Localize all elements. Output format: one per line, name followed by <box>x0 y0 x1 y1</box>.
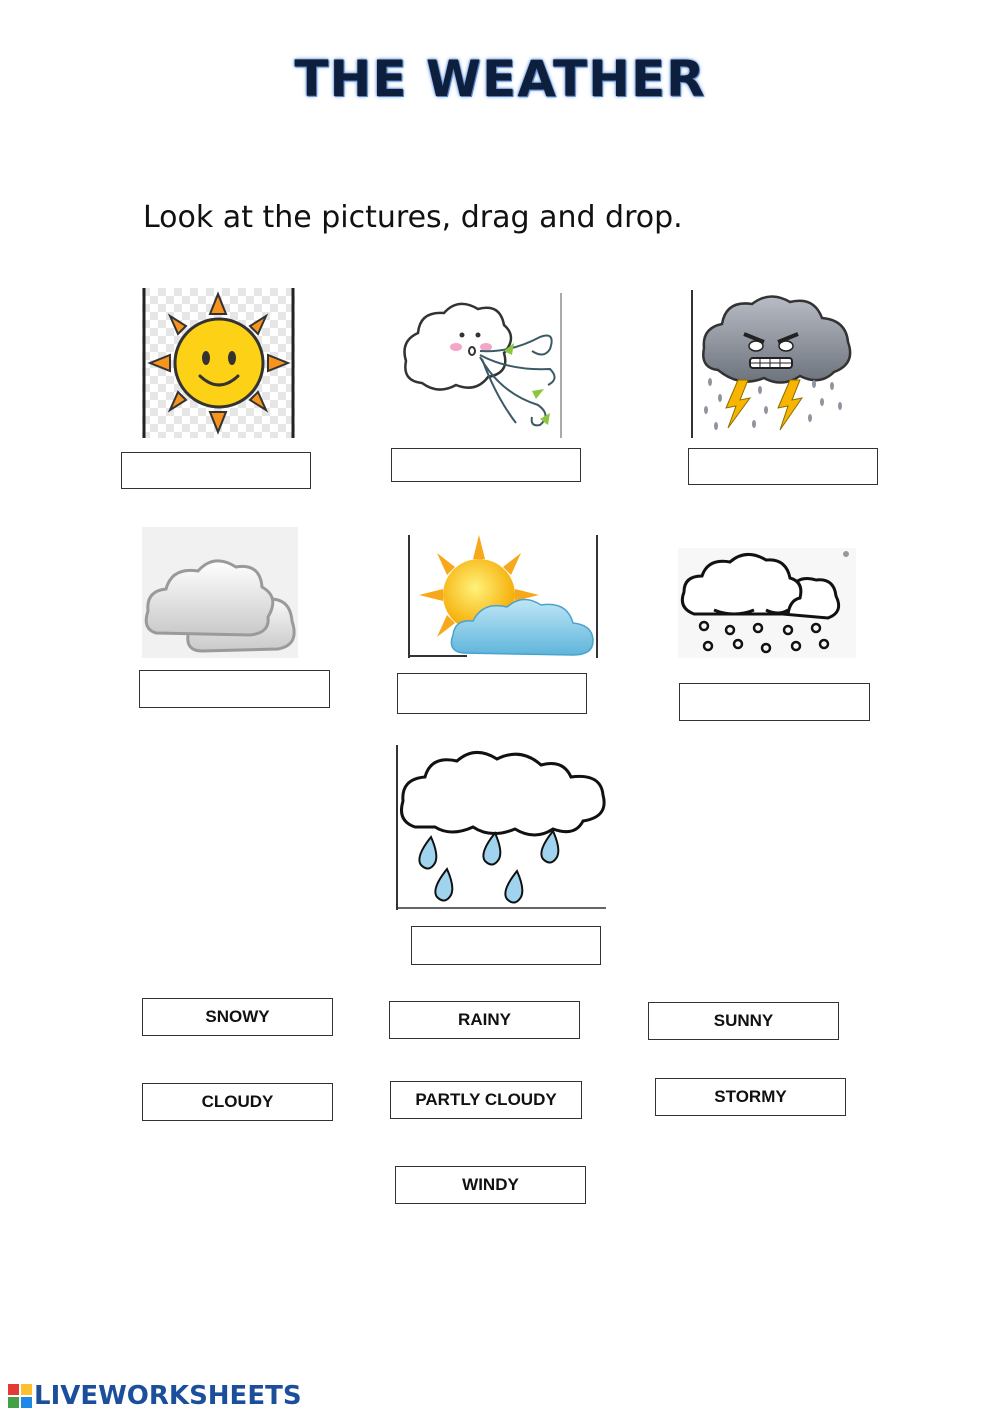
word-tile-stormy[interactable]: STORMY <box>655 1078 846 1116</box>
word-tile-sunny[interactable]: SUNNY <box>648 1002 839 1040</box>
word-tile-partly-cloudy[interactable]: PARTLY CLOUDY <box>390 1081 582 1119</box>
word-tile-cloudy[interactable]: CLOUDY <box>142 1083 333 1121</box>
partly-cloudy-icon <box>407 535 599 658</box>
drop-box-sunny[interactable] <box>121 452 311 489</box>
drop-box-windy[interactable] <box>391 448 581 482</box>
brand-text: LIVEWORKSHEETS <box>34 1381 302 1411</box>
drop-box-rainy[interactable] <box>411 926 601 965</box>
page-title: THE WEATHER <box>294 50 706 108</box>
wind-icon <box>400 293 564 438</box>
liveworksheets-mark-icon <box>8 1384 32 1408</box>
word-tile-rainy[interactable]: RAINY <box>389 1001 580 1039</box>
instruction-text: Look at the pictures, drag and drop. <box>143 200 683 235</box>
sun-icon <box>142 288 295 438</box>
cloud-icon <box>142 527 298 658</box>
drop-box-stormy[interactable] <box>688 448 878 485</box>
snow-icon <box>678 548 856 658</box>
drop-box-snowy[interactable] <box>679 683 870 721</box>
word-tile-windy[interactable]: WINDY <box>395 1166 586 1204</box>
rain-icon <box>395 745 606 910</box>
drop-box-partly-cloudy[interactable] <box>397 673 587 714</box>
storm-icon <box>690 290 862 438</box>
drop-box-cloudy[interactable] <box>139 670 330 708</box>
word-tile-snowy[interactable]: SNOWY <box>142 998 333 1036</box>
liveworksheets-logo <box>8 1381 302 1411</box>
